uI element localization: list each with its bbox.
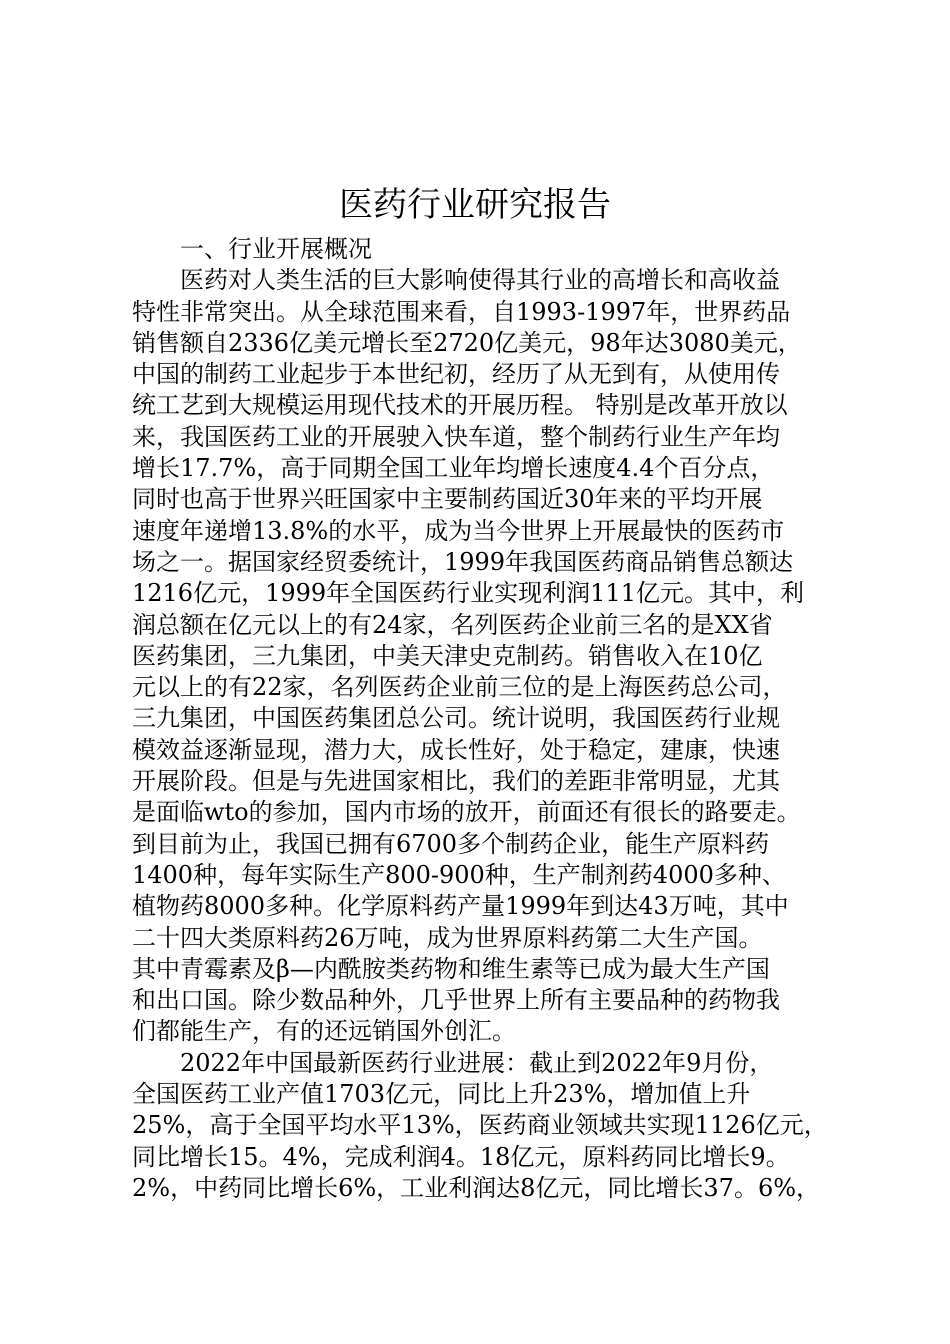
paragraph-line: 同时也高于世界兴旺国家中主要制药国近30年来的平均开展 xyxy=(132,485,763,514)
paragraph-line: 其中青霉素及β—内酰胺类药物和维生素等已成为最大生产国 xyxy=(132,954,770,983)
paragraph-line: 润总额在亿元以上的有24家，名列医药企业前三名的是XX省 xyxy=(132,610,773,639)
paragraph-line: 二十四大类原料药26万吨，成为世界原料药第二大生产国。 xyxy=(132,923,763,952)
paragraph-line: 和出口国。除少数品种外，几乎世界上所有主要品种的药物我 xyxy=(132,986,780,1015)
paragraph-line: 来，我国医药工业的开展驶入快车道，整个制药行业生产年均 xyxy=(132,422,780,451)
section-heading: 一、行业开展概况 xyxy=(180,235,372,263)
paragraph-line: 25%，高于全国平均水平13%，医药商业领域共实现1126亿元， xyxy=(132,1111,828,1140)
paragraph-line: 医药集团，三九集团，中美天津史克制药。销售收入在10亿 xyxy=(132,641,763,670)
paragraph-line: 销售额自2336亿美元增长至2720亿美元，98年达3080美元， xyxy=(132,328,802,357)
paragraph-line: 是面临wto的参加，国内市场的放开，前面还有很长的路要走。 xyxy=(132,798,801,827)
paragraph-line: 医药对人类生活的巨大影响使得其行业的高增长和高收益 xyxy=(180,266,780,295)
paragraph-2 xyxy=(132,1048,842,1204)
paragraph-line: 同比增长15。4%，完成利润4。18亿元，原料药同比增长9。 xyxy=(132,1142,790,1171)
paragraph-1 xyxy=(132,265,842,1047)
document-body xyxy=(132,234,842,1204)
paragraph-line: 中国的制药工业起步于本世纪初，经历了从无到有，从使用传 xyxy=(132,360,780,389)
paragraph-line: 2%，中药同比增长6%，工业利润达8亿元，同比增长37。6%， xyxy=(132,1173,821,1202)
paragraph-line: 2022年中国最新医药行业进展：截止到2022年9月份， xyxy=(180,1048,774,1077)
paragraph-line: 增长17.7%，高于同期全国工业年均增长速度4.4个百分点， xyxy=(132,454,775,483)
paragraph-line: 1400种，每年实际生产800-900种，生产制剂药4000多种、 xyxy=(132,860,786,889)
paragraph-line: 三九集团，中国医药集团总公司。统计说明，我国医药行业规 xyxy=(132,704,780,733)
document-title: 医药行业研究报告 xyxy=(339,185,611,225)
paragraph-line: 模效益逐渐显现，潜力大，成长性好，处于稳定，建康，快速 xyxy=(132,735,780,764)
paragraph-line: 植物药8000多种。化学原料药产量1999年到达43万吨，其中 xyxy=(132,892,789,921)
paragraph-line: 1216亿元，1999年全国医药行业实现利润111亿元。其中，利 xyxy=(132,579,804,608)
paragraph-line: 特性非常突出。从全球范围来看，自1993-1997年，世界药品 xyxy=(132,297,791,326)
paragraph-line: 元以上的有22家，名列医药企业前三位的是上海医药总公司， xyxy=(132,673,787,702)
paragraph-line: 全国医药工业产值1703亿元，同比上升23%，增加值上升 xyxy=(132,1080,751,1109)
paragraph-line: 场之一。据国家经贸委统计，1999年我国医药商品销售总额达 xyxy=(132,547,794,576)
paragraph-line: 到目前为止，我国已拥有6700多个制药企业，能生产原料药 xyxy=(132,829,770,858)
paragraph-line: 速度年递增13.8%的水平，成为当今世界上开展最快的医药市 xyxy=(132,516,785,545)
paragraph-line: 们都能生产，有的还远销国外创汇。 xyxy=(132,1017,516,1046)
paragraph-line: 开展阶段。但是与先进国家相比，我们的差距非常明显，尤其 xyxy=(132,767,780,796)
paragraph-line: 统工艺到大规模运用现代技术的开展历程。 特别是改革开放以 xyxy=(132,391,788,420)
